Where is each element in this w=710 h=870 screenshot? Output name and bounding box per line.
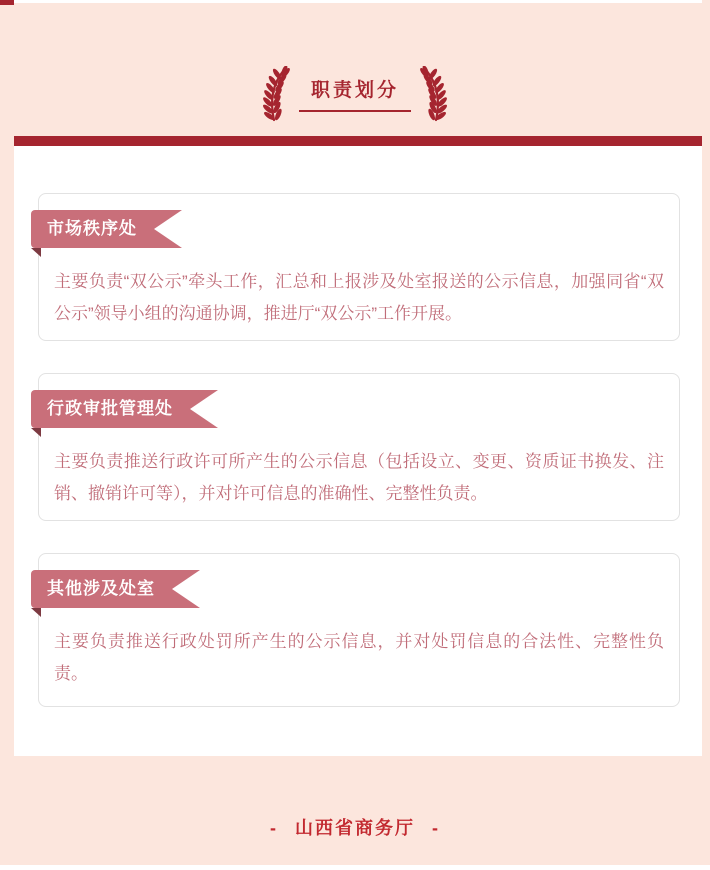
ribbon-label: 其他涉及处室 <box>31 570 200 608</box>
ribbon-fold-icon <box>31 248 41 257</box>
ribbon-fold-icon <box>31 428 41 437</box>
card-body-text: 主要负责“双公示”牵头工作，汇总和上报涉及处室报送的公示信息，加强同省“双公示”领导小组的沟通协调，推进厅“双公示”工作开展。 <box>54 272 664 323</box>
card-ribbon <box>31 570 200 619</box>
responsibility-card-admin-approval <box>38 373 680 521</box>
card-ribbon <box>31 390 218 439</box>
ribbon-fold-icon <box>31 608 41 617</box>
card-ribbon <box>31 210 182 259</box>
responsibility-card-market-order <box>38 193 680 341</box>
responsibility-card-other-offices <box>38 553 680 707</box>
ribbon-label: 市场秩序处 <box>31 210 182 248</box>
footer-signature: - 山西省商务厅 - <box>270 818 440 838</box>
divider-bar <box>14 136 702 146</box>
title-block <box>295 79 415 112</box>
laurel-left-icon <box>259 66 291 124</box>
top-red-chip <box>0 0 14 5</box>
card-body-text: 主要负责推送行政许可所产生的公示信息（包括设立、变更、资质证书换发、注销、撤销许可等），并对许可信息的准确性、完整性负责。 <box>54 452 664 503</box>
card-body-text: 主要负责推送行政处罚所产生的公示信息，并对处罚信息的合法性、完整性负责。 <box>54 632 664 683</box>
title-underline <box>299 110 411 112</box>
laurel-right-icon <box>419 66 451 124</box>
bottom-white-strip <box>0 865 710 870</box>
ribbon-label: 行政审批管理处 <box>31 390 218 428</box>
content-panel <box>14 146 702 756</box>
section-header <box>0 62 710 128</box>
section-title: 职责划分 <box>310 79 399 101</box>
top-white-strip <box>14 0 702 3</box>
